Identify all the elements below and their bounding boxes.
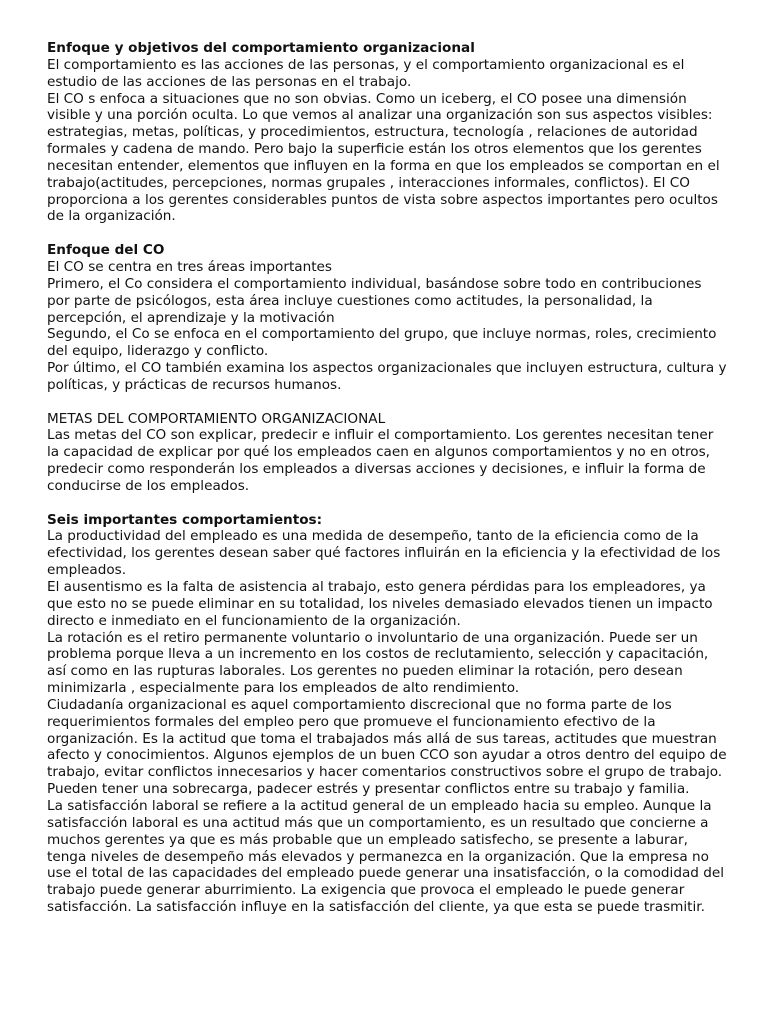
paragraph: El CO se centra en tres áreas importantes [47, 258, 332, 275]
section-heading: METAS DEL COMPORTAMIENTO ORGANIZACIONAL [47, 410, 386, 427]
section-enfoque-objetivos [47, 40, 727, 225]
paragraph: Segundo, el Co se enfoca en el comportamiento del grupo, que incluye normas, roles, crecimiento del equipo, liderazgo y conflicto. [47, 326, 717, 360]
paragraph: Primero, el Co considera el comportamiento individual, basándose sobre todo en contribuciones por parte de psicólogos, esta área incluye cuestiones como actitudes, la personalidad, la percepción, el aprendizaje y la motivación [47, 275, 702, 326]
paragraph: La rotación es el retiro permanente voluntario o involuntario de una organización. Puede ser un problema porque lleva a un incremento en los costos de reclutamiento, selección y capacitación, así como en las rupturas laborales. Los gerentes no pueden eliminar la rotación, pero desean minimizarla , especialmente para los empleados de alto rendimiento. [47, 629, 709, 697]
section-heading: Enfoque del CO [47, 242, 165, 259]
section-heading: Seis importantes comportamientos: [47, 511, 323, 528]
paragraph: La productividad del empleado es una medida de desempeño, tanto de la eficiencia como de la efectividad, los gerentes desean saber qué factores influirán en la eficiencia y la efectividad de los empleados. [47, 528, 721, 579]
paragraph: El CO s enfoca a situaciones que no son obvias. Como un iceberg, el CO posee una dimensión visible y una porción oculta. Lo que vemos al analizar una organización son sus aspectos visibles: estrategias, metas, políticas, y procedimientos, estructura, tecnología , relaciones de autoridad formales y cadena de mando. Pero bajo la superficie están los otros elementos que los gerentes necesitan entender, elementos que influyen en la forma en que los empleados se comportan en el trabajo(actitudes, percepciones, normas grupales , interacciones informales, conflictos). El CO proporciona a los gerentes considerables puntos de vista sobre aspectos importantes pero ocultos de la organización. [47, 90, 720, 225]
section-metas [47, 411, 727, 495]
paragraph: El ausentismo es la falta de asistencia al trabajo, esto genera pérdidas para los empleadores, ya que esto no se puede eliminar en su totalidad, los niveles demasiado elevados tienen un impacto directo e inmediato en el funcionamiento de la organización. [47, 579, 713, 629]
section-seis-comportamientos [47, 512, 727, 916]
document-page [47, 40, 727, 916]
section-enfoque-co [47, 242, 727, 394]
paragraph: Ciudadanía organizacional es aquel comportamiento discrecional que no forma parte de los requerimientos formales del empleo pero que promueve el funcionamiento efectivo de la organización. Es la actitud que toma el trabajados más allá de sus tareas, actitudes que muestran afecto y conocimientos. Algunos ejemplos de un buen CCO son ayudar a otros dentro del equipo de trabajo, evitar conflictos innecesarios y hacer comentarios constructivos sobre el grupo de trabajo. Pueden tener una sobrecarga, padecer estrés y presentar conflictos entre su trabajo y familia. [47, 696, 727, 798]
paragraph: El comportamiento es las acciones de las personas, y el comportamiento organizacional es el estudio de las acciones de las personas en el trabajo. [47, 56, 685, 90]
paragraph: Por último, el CO también examina los aspectos organizacionales que incluyen estructura, cultura y políticas, y prácticas de recursos humanos. [47, 360, 727, 393]
section-heading: Enfoque y objetivos del comportamiento organizacional [47, 40, 475, 56]
paragraph: La satisfacción laboral se refiere a la actitud general de un empleado hacia su empleo. Aunque la satisfacción laboral es una actitud más que un comportamiento, es un resultado que concierne a muchos gerentes ya que es más probable que un empleado satisfecho, se presente a laburar, tenga niveles de desempeño más elevados y permanezca en la organización. Que la empresa no use el total de las capacidades del empleado puede generar una insatisfacción, o la comodidad del trabajo puede generar aburrimiento. La exigencia que provoca el empleado le puede generar satisfacción. La satisfacción influye en la satisfacción del cliente, ya que esta se puede trasmitir. [47, 797, 725, 916]
paragraph: Las metas del CO son explicar, predecir e influir el comportamiento. Los gerentes necesitan tener la capacidad de explicar por qué los empleados caen en algunos comportamientos y no en otros, predecir como responderán los empleados a diversas acciones y decisiones, e influir la forma de conducirse de los empleados. [47, 427, 714, 494]
